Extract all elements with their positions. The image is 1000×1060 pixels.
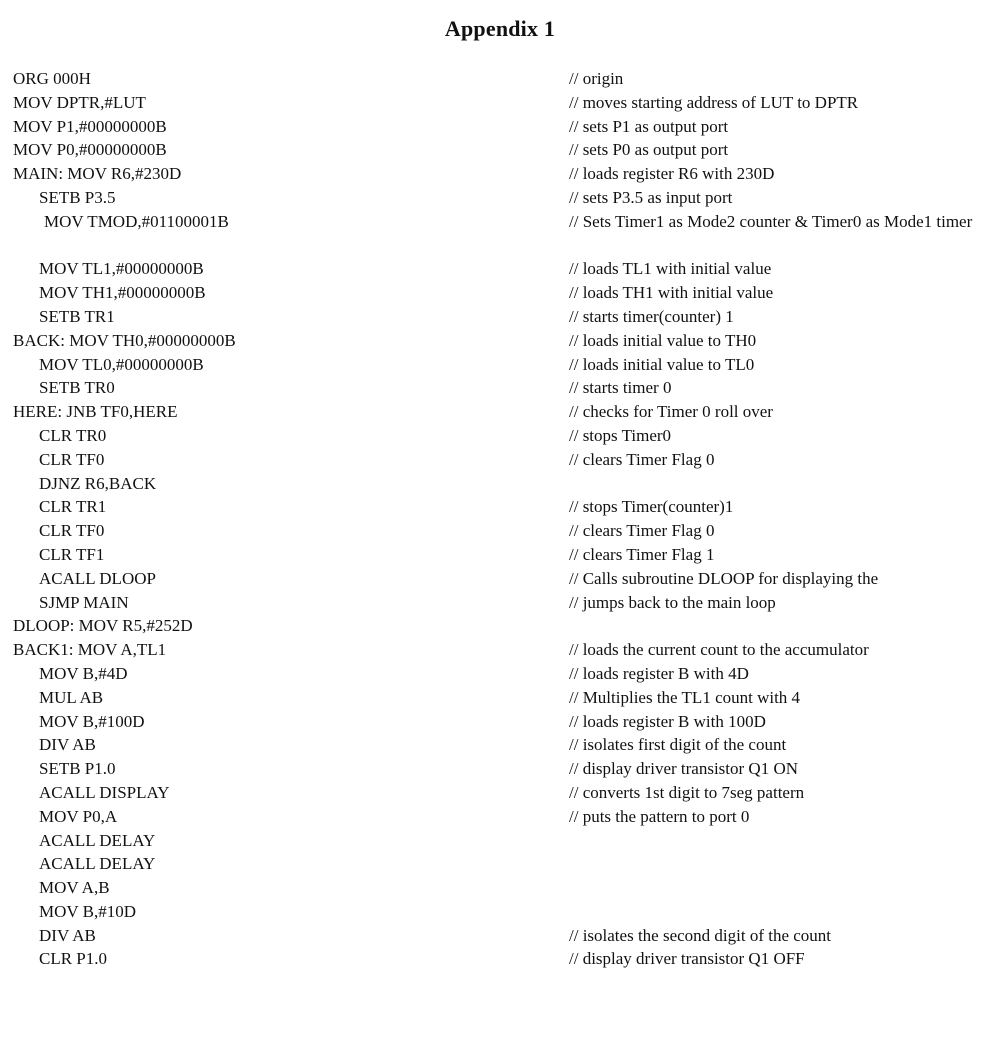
code-instruction: DIV AB xyxy=(39,925,96,945)
code-line xyxy=(0,829,1000,853)
code-comment: // loads TL1 with initial value xyxy=(569,259,772,279)
code-instruction: DLOOP: MOV R5,#252D xyxy=(13,616,193,636)
code-comment: // moves starting address of LUT to DPTR xyxy=(569,92,859,112)
code-line xyxy=(0,567,1000,591)
code-comment: // checks for Timer 0 roll over xyxy=(569,402,773,422)
code-comment: // loads initial value to TL0 xyxy=(569,354,755,374)
code-comment: // clears Timer Flag 0 xyxy=(569,521,715,541)
code-instruction: ACALL DLOOP xyxy=(39,568,156,588)
code-line xyxy=(0,186,1000,210)
code-instruction: SETB P1.0 xyxy=(39,759,116,779)
code-instruction: MOV TH1,#00000000B xyxy=(39,283,206,303)
code-line xyxy=(0,448,1000,472)
code-instruction: MOV TMOD,#01100001B xyxy=(44,211,229,231)
code-instruction: MOV B,#100D xyxy=(39,711,145,731)
code-line xyxy=(0,710,1000,734)
code-comment: // loads register B with 100D xyxy=(569,711,766,731)
code-line xyxy=(0,662,1000,686)
code-line xyxy=(0,924,1000,948)
code-line xyxy=(0,757,1000,781)
code-comment: // starts timer 0 xyxy=(569,378,672,398)
code-instruction: CLR TR1 xyxy=(39,497,107,517)
code-line xyxy=(0,543,1000,567)
code-line xyxy=(0,781,1000,805)
code-comment: // loads TH1 with initial value xyxy=(569,283,774,303)
code-line xyxy=(0,591,1000,615)
code-line xyxy=(0,424,1000,448)
code-line xyxy=(0,162,1000,186)
code-line xyxy=(0,305,1000,329)
code-comment: // stops Timer(counter)1 xyxy=(569,497,734,517)
code-line xyxy=(0,210,1000,258)
code-instruction: MOV TL1,#00000000B xyxy=(39,259,204,279)
code-line xyxy=(0,376,1000,400)
code-instruction: MOV P0,A xyxy=(39,806,118,826)
code-instruction: ORG 000H xyxy=(13,69,91,88)
code-line xyxy=(0,614,1000,638)
code-instruction: CLR TF1 xyxy=(39,544,105,564)
code-instruction: SETB P3.5 xyxy=(39,187,116,207)
code-line xyxy=(0,353,1000,377)
code-instruction: MOV DPTR,#LUT xyxy=(13,92,146,112)
code-instruction: MOV P1,#00000000B xyxy=(13,116,167,136)
code-instruction: ACALL DELAY xyxy=(39,830,156,850)
code-instruction: BACK1: MOV A,TL1 xyxy=(13,640,167,660)
code-line xyxy=(0,805,1000,829)
page-title: Appendix 1 xyxy=(444,16,556,41)
code-line xyxy=(0,115,1000,139)
code-instruction: MOV TL0,#00000000B xyxy=(39,354,204,374)
code-comment: // sets P0 as output port xyxy=(569,140,729,160)
code-comment: // Calls subroutine DLOOP for displaying the xyxy=(569,568,879,588)
code-instruction: CLR P1.0 xyxy=(39,949,108,969)
code-line xyxy=(0,67,1000,91)
code-line xyxy=(0,638,1000,662)
code-comment: // sets P3.5 as input port xyxy=(569,187,733,207)
code-line xyxy=(0,400,1000,424)
code-line xyxy=(0,257,1000,281)
code-line xyxy=(0,876,1000,900)
code-line xyxy=(0,91,1000,115)
code-instruction: MOV A,B xyxy=(39,878,110,898)
code-instruction: ACALL DELAY xyxy=(39,854,156,874)
code-instruction: SETB TR1 xyxy=(39,306,115,326)
code-comment: // Sets Timer1 as Mode2 counter & Timer0 as Mode1 timer xyxy=(569,211,973,231)
code-line xyxy=(0,519,1000,543)
code-comment: // isolates first digit of the count xyxy=(569,735,787,755)
code-line xyxy=(0,686,1000,710)
code-instruction: ACALL DISPLAY xyxy=(39,782,170,802)
code-line xyxy=(0,472,1000,496)
code-listing xyxy=(0,67,1000,971)
code-instruction: SJMP MAIN xyxy=(39,592,129,612)
code-line xyxy=(0,329,1000,353)
code-instruction: DIV AB xyxy=(39,735,96,755)
code-instruction: MOV B,#10D xyxy=(39,901,136,921)
code-instruction: MUL AB xyxy=(39,687,104,707)
code-comment: // jumps back to the main loop xyxy=(569,592,776,612)
code-comment: // starts timer(counter) 1 xyxy=(569,306,734,326)
code-comment: // stops Timer0 xyxy=(569,425,672,445)
code-instruction: HERE: JNB TF0,HERE xyxy=(13,402,178,422)
code-comment: // origin xyxy=(569,69,624,88)
code-comment: // sets P1 as output port xyxy=(569,116,729,136)
code-instruction: DJNZ R6,BACK xyxy=(39,473,157,493)
code-line xyxy=(0,495,1000,519)
code-comment: // Multiplies the TL1 count with 4 xyxy=(569,687,801,707)
code-instruction: MOV B,#4D xyxy=(39,663,128,683)
code-comment: // loads the current count to the accumulator xyxy=(569,640,869,660)
code-instruction: SETB TR0 xyxy=(39,378,115,398)
code-line xyxy=(0,281,1000,305)
code-comment: // puts the pattern to port 0 xyxy=(569,806,750,826)
code-instruction: CLR TF0 xyxy=(39,449,105,469)
code-line xyxy=(0,733,1000,757)
code-comment: // display driver transistor Q1 ON xyxy=(569,759,798,779)
code-comment: // display driver transistor Q1 OFF xyxy=(569,949,805,969)
code-line xyxy=(0,852,1000,876)
code-comment: // loads register R6 with 230D xyxy=(569,164,775,184)
code-line xyxy=(0,138,1000,162)
code-instruction: MAIN: MOV R6,#230D xyxy=(13,164,182,184)
code-comment: // isolates the second digit of the count xyxy=(569,925,832,945)
code-line xyxy=(0,900,1000,924)
code-comment: // loads register B with 4D xyxy=(569,663,749,683)
code-instruction: MOV P0,#00000000B xyxy=(13,140,167,160)
code-comment: // converts 1st digit to 7seg pattern xyxy=(569,782,805,802)
code-comment: // loads initial value to TH0 xyxy=(569,330,757,350)
code-comment: // clears Timer Flag 0 xyxy=(569,449,715,469)
code-instruction: CLR TR0 xyxy=(39,425,107,445)
code-instruction: BACK: MOV TH0,#00000000B xyxy=(13,330,236,350)
code-instruction: CLR TF0 xyxy=(39,521,105,541)
code-line xyxy=(0,947,1000,971)
code-comment: // clears Timer Flag 1 xyxy=(569,544,715,564)
